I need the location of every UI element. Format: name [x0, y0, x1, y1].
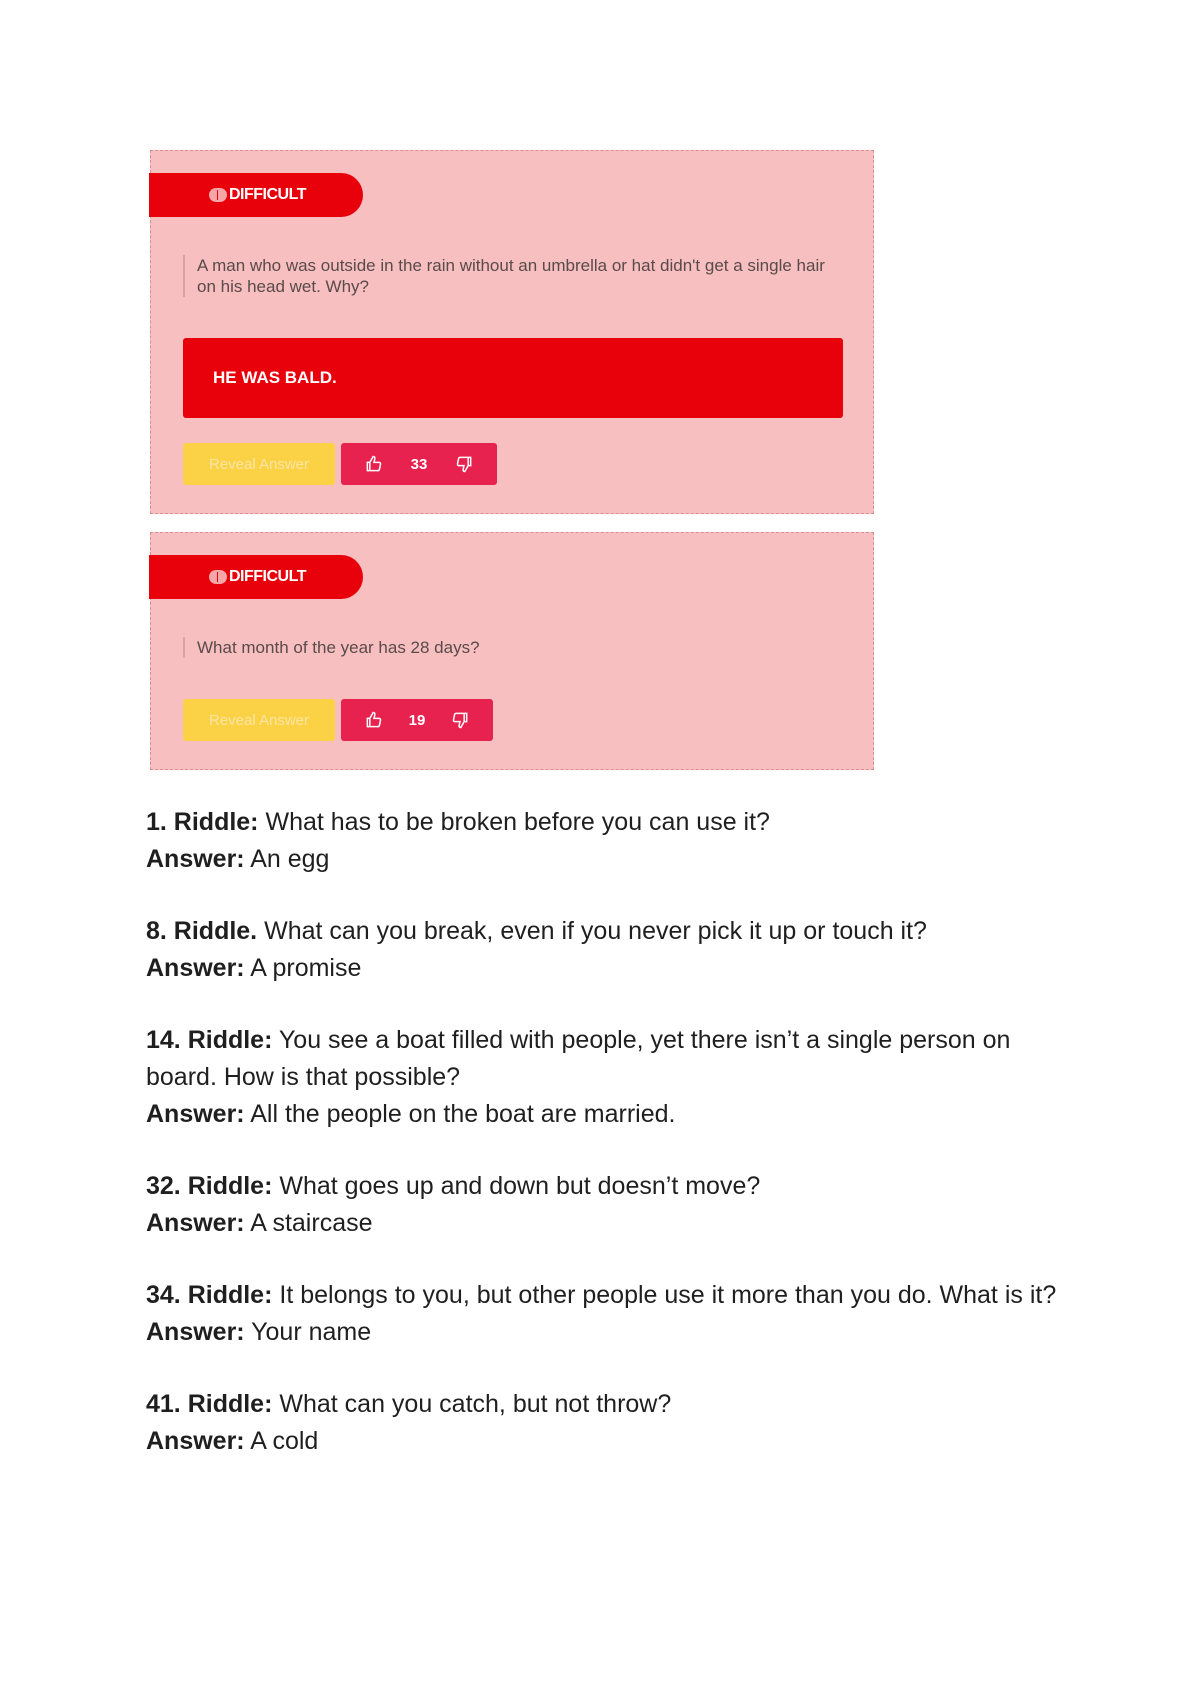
- difficulty-badge: [149, 555, 363, 599]
- vote-count: 19: [408, 711, 426, 729]
- riddle-question: You see a boat filled with people, yet there isn’t a single person on board. How is that possible?: [146, 1026, 1011, 1091]
- riddle-question: What can you catch, but not throw?: [279, 1390, 672, 1418]
- reveal-answer-button[interactable]: Reveal Answer: [183, 443, 335, 485]
- card-actions: [183, 699, 493, 741]
- riddle-question: What month of the year has 28 days?: [183, 637, 837, 658]
- riddle-answer: A cold: [250, 1427, 319, 1455]
- riddle-item: [146, 1386, 1086, 1460]
- riddle-answer: All the people on the boat are married.: [250, 1100, 676, 1128]
- riddle-label: 41. Riddle:: [146, 1390, 273, 1418]
- thumbs-up-icon[interactable]: [364, 454, 384, 474]
- riddle-label: 8. Riddle.: [146, 917, 258, 945]
- vote-widget: [341, 443, 497, 485]
- answer-label: Answer:: [146, 954, 245, 982]
- riddle-item: [146, 1168, 1086, 1242]
- riddle-answer: An egg: [250, 845, 330, 873]
- brain-icon: [209, 570, 227, 584]
- riddle-answer: A promise: [250, 954, 362, 982]
- difficulty-label: DIFFICULT: [229, 186, 306, 203]
- riddle-card: [150, 532, 874, 770]
- card-actions: [183, 443, 497, 485]
- riddle-item: [146, 804, 1086, 878]
- reveal-answer-button[interactable]: Reveal Answer: [183, 699, 335, 741]
- riddle-answer: A staircase: [250, 1209, 373, 1237]
- riddle-list: [146, 804, 1086, 1495]
- riddle-question: What goes up and down but doesn’t move?: [279, 1172, 761, 1200]
- riddle-label: 32. Riddle:: [146, 1172, 273, 1200]
- answer-label: Answer:: [146, 1209, 245, 1237]
- riddle-item: [146, 1022, 1086, 1133]
- riddle-label: 34. Riddle:: [146, 1281, 273, 1309]
- riddle-question: It belongs to you, but other people use it more than you do. What is it?: [279, 1281, 1057, 1309]
- riddle-item: [146, 913, 1086, 987]
- revealed-answer: HE WAS BALD.: [183, 338, 843, 418]
- riddle-label: 1. Riddle:: [146, 808, 259, 836]
- difficulty-label: DIFFICULT: [229, 568, 306, 585]
- riddle-item: [146, 1277, 1086, 1351]
- riddle-question: What can you break, even if you never pick it up or touch it?: [264, 917, 927, 945]
- difficulty-badge: [149, 173, 363, 217]
- answer-label: Answer:: [146, 1100, 245, 1128]
- answer-label: Answer:: [146, 1427, 245, 1455]
- riddle-card: [150, 150, 874, 514]
- riddle-question: A man who was outside in the rain without an umbrella or hat didn't get a single hair on his head wet. Why?: [183, 255, 837, 297]
- riddle-answer: Your name: [251, 1318, 372, 1346]
- riddle-label: 14. Riddle:: [146, 1026, 273, 1054]
- thumbs-down-icon[interactable]: [450, 710, 470, 730]
- vote-widget: [341, 699, 493, 741]
- riddle-question: What has to be broken before you can use it?: [265, 808, 770, 836]
- riddle-cards: [150, 150, 874, 770]
- vote-count: 33: [410, 455, 428, 473]
- answer-label: Answer:: [146, 1318, 245, 1346]
- brain-icon: [209, 188, 227, 202]
- thumbs-down-icon[interactable]: [454, 454, 474, 474]
- answer-label: Answer:: [146, 845, 245, 873]
- thumbs-up-icon[interactable]: [364, 710, 384, 730]
